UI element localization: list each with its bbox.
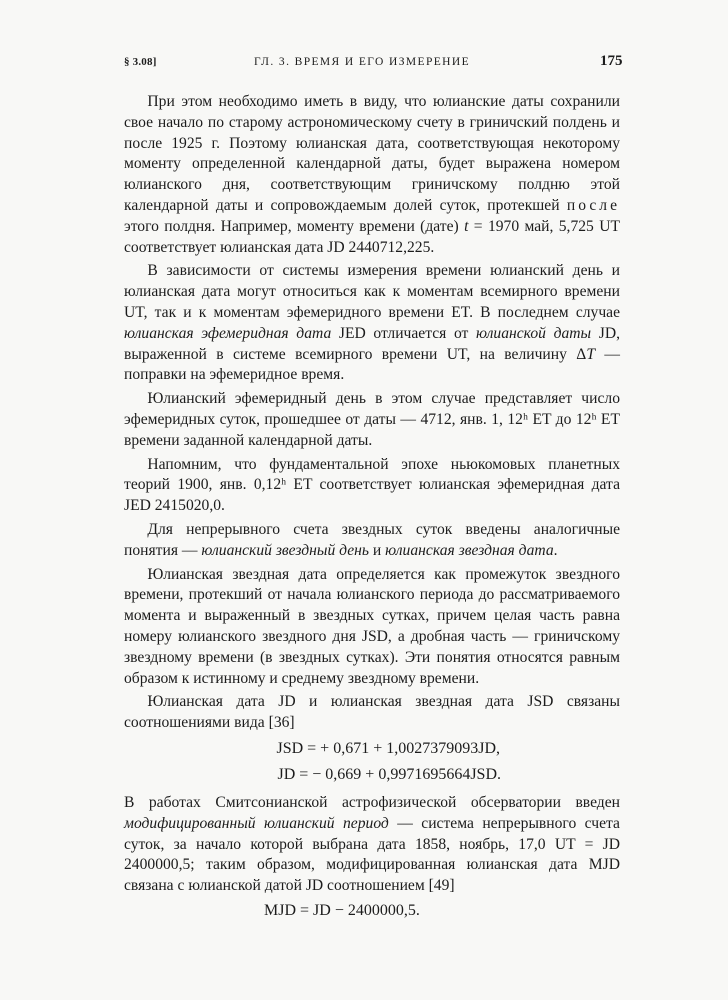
paragraph [124, 261, 620, 386]
page-number: 175 [600, 53, 623, 69]
text-run: При этом необходимо иметь в виду, что юлианские даты сохранили свое начало по старому астрономическому счету в гриничский полдень и после 1925 г. Поэтому юлианская дата, соответствующая некоторому моменту определенной календарной даты, будет выражена номером юлианского дня, соответствующим гриничскому полдню этой календарной даты и сопровождаемым долей суток, протекшей [124, 93, 620, 214]
italic-term: юлианская звездная дата [385, 541, 554, 559]
formula-jd: JD = − 0,669 + 0,9971695664JSD. [277, 765, 501, 783]
section-ref: § 3.08] [124, 56, 157, 68]
text-run: Для непрерывного счета звездных суток введены аналогичные понятия — [124, 520, 620, 559]
paragraph [124, 92, 620, 258]
formula-jsd: JSD = + 0,671 + 1,0027379093JD, [276, 739, 500, 757]
chapter-title: ГЛ. 3. ВРЕМЯ И ЕГО ИЗМЕРЕНИЕ [254, 56, 471, 68]
italic-term: модифицированный юлианский период [124, 814, 389, 832]
italic-term: t [464, 217, 469, 235]
formula-mjd: MJD = JD − 2400000,5. [264, 901, 420, 919]
italic-term: юлианский звездный день [201, 541, 369, 559]
body-text [124, 92, 620, 924]
text-run: этого полдня. Например, моменту времени (дате) [124, 217, 465, 235]
text-run: — система непрерывного счета суток, за начало которой выбрана дата 1858, ноябрь, 17,0 UT = JD 2400000,5; таким образом, модифицированная юлианская дата MJD связана с юлианской датой JD соотношением [49] [124, 814, 620, 895]
text-run: . [553, 541, 558, 559]
paragraph [124, 389, 620, 451]
paragraph [124, 455, 620, 517]
text-run: JED отличается от [331, 324, 477, 342]
italic-term: юлианская эфемеридная дата [124, 324, 332, 342]
italic-term: T [586, 345, 596, 363]
text-run: после [566, 196, 620, 214]
paragraph [124, 565, 620, 690]
text-run: Юлианский эфемеридный день в этом случае представляет число эфемеридных суток, прошедшее от даты — 4712, янв. 1, 12ʰ ET до 12ʰ ET времени заданной календарной даты. [124, 390, 620, 449]
text-run: Юлианская звездная дата определяется как промежуток звездного времени, протекший от начала юлианского периода до рассматриваемого момента и выраженный в звездных сутках, причем целая часть равна номеру юлианского звездного дня JSD, а дробная часть — гриничскому звездному времени (в звездных сутках). Эти понятия относятся равным образом к истинному и среднему звездному времени. [124, 565, 620, 687]
text-run: Напомним, что фундаментальной эпохе ньюкомовых планетных теорий 1900, янв. 0,12ʰ ET соответствует юлианская эфемеридная дата JED 2415020,0. [124, 455, 620, 515]
paragraphs [124, 92, 620, 734]
paragraph [124, 692, 620, 734]
text-run: В зависимости от системы измерения времени юлианский день и юлианская дата могут относиться как к моментам всемирного времени UT, так и к моментам эфемеридного времени ET. В последнем случае [124, 262, 620, 321]
italic-term: юлианской даты [476, 324, 592, 342]
text-run: В работах Смитсонианской астрофизической обсерватории введен [124, 793, 620, 811]
running-head [0, 52, 728, 72]
formula-block [124, 737, 620, 787]
paragraph [124, 520, 620, 562]
text-run: и [369, 541, 386, 559]
text-run: JD, выраженной в системе всемирного времени UT, на величину Δ [124, 324, 620, 363]
text-run: — поправки на эфемеридное время. [124, 345, 620, 384]
text-run: Юлианская дата JD и юлианская звездная дата JSD связаны соотношениями вида [36] [124, 693, 620, 732]
text-run: = 1970 май, 5,725 UT соответствует юлианская дата JD 2440712,225. [124, 217, 620, 256]
paragraph-mjd [124, 793, 620, 897]
